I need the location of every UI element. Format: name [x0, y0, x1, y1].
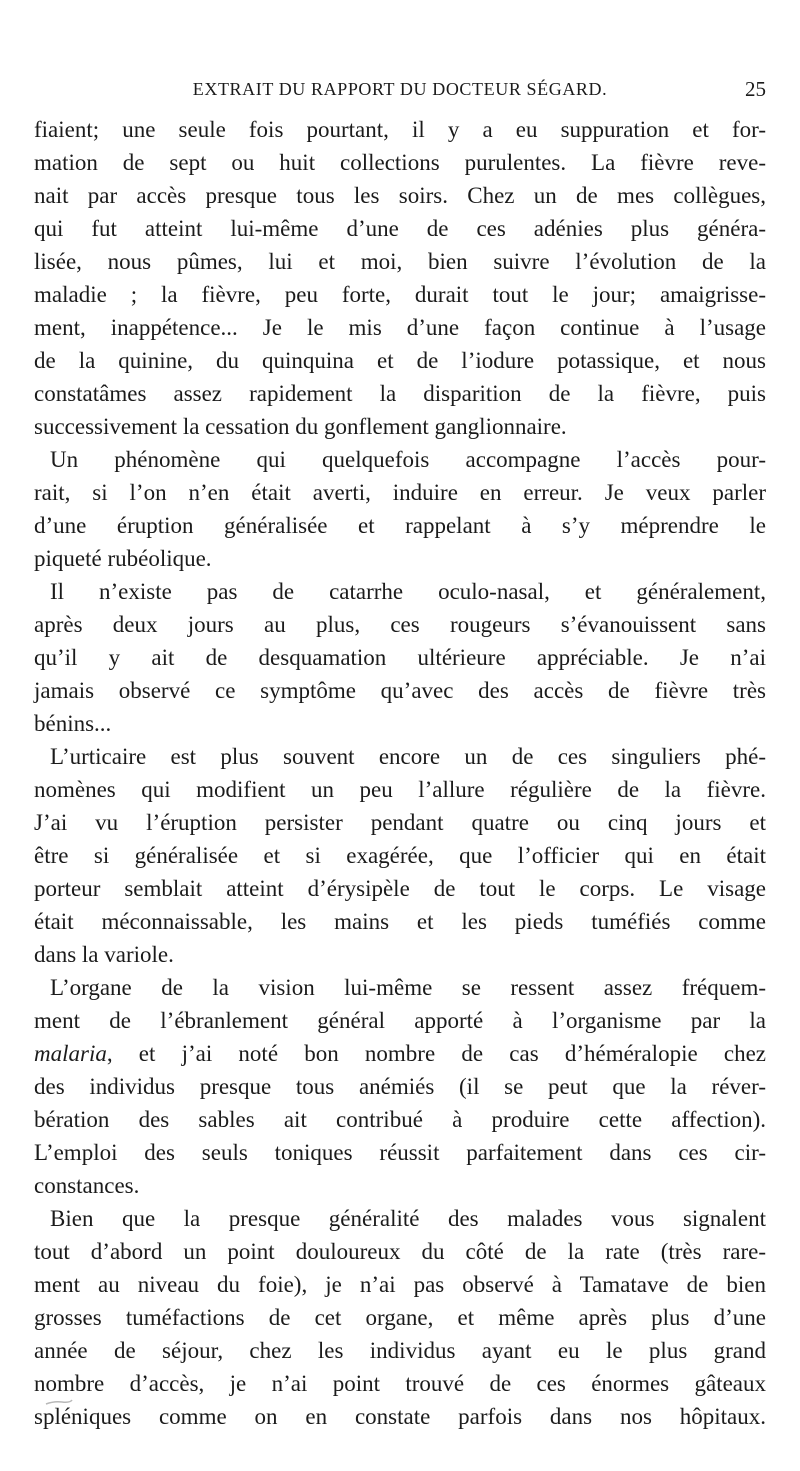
text-line: J’ai vu l’éruption persister pendant quatre ou cinq jours et: [34, 810, 766, 835]
text-line: lisée, nous pûmes, lui et moi, bien suivre l’évolution de la: [34, 249, 766, 274]
text-line: grosses tuméfactions de cet organe, et même après plus d’une: [34, 1305, 766, 1330]
running-title: EXTRAIT DU RAPPORT DU DOCTEUR SÉGARD.: [192, 79, 608, 99]
text-line: après deux jours au plus, ces rougeurs s’évanouissent sans: [34, 612, 766, 637]
text-line: ment au niveau du foie), je n’ai pas observé à Tamatave de bien: [34, 1272, 766, 1297]
text-line: spléniques comme on en constate parfois dans nos hôpitaux.: [34, 1404, 766, 1429]
text-line: qui fut atteint lui-même d’une de ces adénies plus généra-: [34, 216, 766, 241]
ink-smudge: [44, 1398, 74, 1406]
text-line: constatâmes assez rapidement la disparition de la fièvre, puis: [34, 381, 766, 406]
text-line: tout d’abord un point douloureux du côté de la rate (très rare-: [34, 1239, 766, 1264]
text-line: L’urticaire est plus souvent encore un de ces singuliers phé-: [50, 744, 766, 769]
text-line: bération des sables ait contribué à produire cette affection).: [34, 1107, 766, 1132]
text-line: fiaient; une seule fois pourtant, il y a eu suppuration et for-: [34, 117, 766, 142]
text-line: ment, inappétence... Je le mis d’une façon continue à l’usage: [34, 315, 766, 340]
text-line: Bien que la presque généralité des malades vous signalent: [50, 1206, 766, 1231]
text-line: constances.: [34, 1173, 140, 1198]
text-line: nomènes qui modifient un peu l’allure régulière de la fièvre.: [34, 777, 766, 802]
text-line: ment de l’ébranlement général apporté à l’organisme par la: [34, 1008, 766, 1033]
text-line: était méconnaissable, les mains et les pieds tuméfiés comme: [34, 909, 766, 934]
text-line: L’emploi des seuls toniques réussit parfaitement dans ces cir-: [34, 1140, 766, 1165]
text-line: Un phénomène qui quelquefois accompagne l’accès pour-: [50, 447, 766, 472]
text-line: successivement la cessation du gonflement ganglionnaire.: [34, 414, 567, 439]
text-line: mation de sept ou huit collections purulentes. La fièvre reve-: [34, 150, 766, 175]
text-line: [34, 1037, 766, 1070]
text-line: L’organe de la vision lui-même se ressent assez fréquem-: [50, 975, 766, 1000]
text-line: porteur semblait atteint d’érysipèle de tout le corps. Le visage: [34, 876, 766, 901]
text-line: année de séjour, chez les individus ayant eu le plus grand: [34, 1338, 766, 1363]
text-line: rait, si l’on n’en était averti, induire en erreur. Je veux parler: [34, 480, 766, 505]
text-line: piqueté rubéolique.: [34, 546, 212, 571]
text-line: nait par accès presque tous les soirs. Chez un de mes collègues,: [34, 183, 766, 208]
text-line: maladie ; la fièvre, peu forte, durait tout le jour; amaigrisse-: [34, 282, 766, 307]
running-head: [34, 74, 766, 104]
page-number: 25: [745, 77, 766, 101]
text-segment: , et j’ai noté bon nombre de cas d’héméralopie chez: [106, 1041, 766, 1066]
text-line: des individus presque tous anémiés (il se peut que la réver-: [34, 1074, 766, 1099]
body-text: [34, 113, 766, 1433]
text-line: dans la variole.: [34, 942, 174, 967]
text-line: nombre d’accès, je n’ai point trouvé de ces énormes gâteaux: [34, 1371, 766, 1396]
text-line: être si généralisée et si exagérée, que l’officier qui en était: [34, 843, 766, 868]
italic-term: malaria: [34, 1041, 107, 1066]
text-line: bénins...: [34, 711, 112, 736]
text-line: jamais observé ce symptôme qu’avec des accès de fièvre très: [34, 678, 766, 703]
text-line: d’une éruption généralisée et rappelant à s’y méprendre le: [34, 513, 766, 538]
text-line: qu’il y ait de desquamation ultérieure appréciable. Je n’ai: [34, 645, 766, 670]
text-line: Il n’existe pas de catarrhe oculo-nasal, et généralement,: [50, 579, 766, 604]
text-line: de la quinine, du quinquina et de l’iodure potassique, et nous: [34, 348, 766, 373]
